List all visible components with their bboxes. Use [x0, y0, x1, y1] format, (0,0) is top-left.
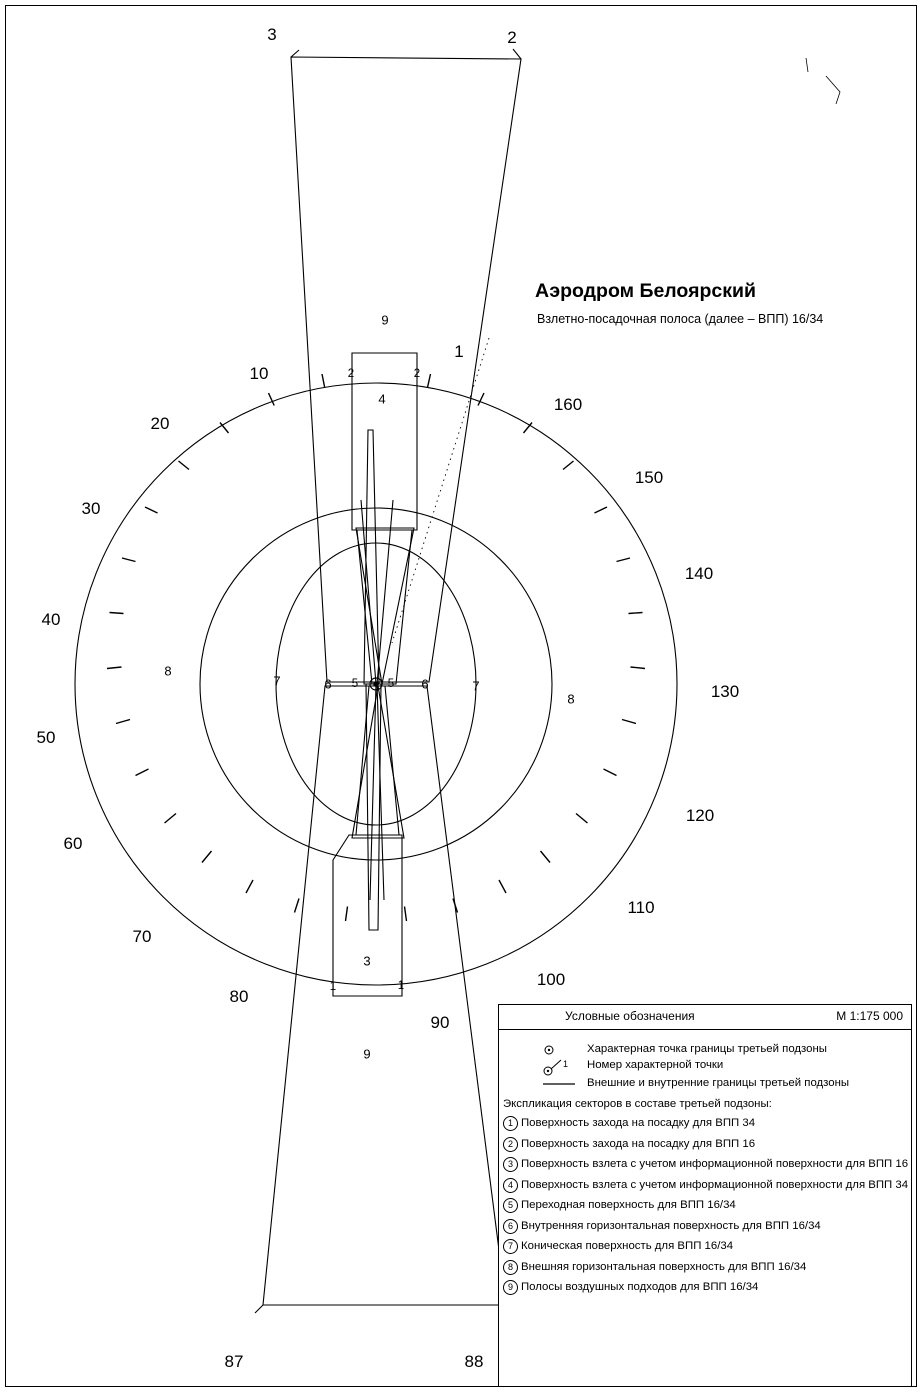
point-label-1-south-right: 1: [397, 980, 405, 992]
explication-item-3: [499, 1157, 911, 1172]
azimuth-label-50: 50: [36, 728, 56, 747]
circle-number-5: 5: [503, 1198, 518, 1213]
azimuth-label-80: 80: [229, 987, 249, 1006]
transitional-surface-south: [366, 684, 381, 930]
sector-label-4: 4: [378, 391, 386, 407]
point-label-1-north: 1: [454, 342, 464, 361]
azimuth-label-130: 130: [710, 682, 740, 701]
explication-item-2: [499, 1137, 911, 1152]
sector-label-7-left: 7: [273, 673, 281, 689]
callout-leader-line: [392, 338, 489, 643]
point-label-88: 88: [464, 1352, 484, 1371]
circle-number-7: 7: [503, 1239, 518, 1254]
explication-text-7: Коническая поверхность для ВПП 16/34: [521, 1240, 734, 1252]
sector-label-5-right: 5: [387, 678, 395, 690]
circle-number-8: 8: [503, 1260, 518, 1275]
explication-text-6: Внутренняя горизонтальная поверхность для ВПП 16/34: [521, 1219, 821, 1232]
azimuth-label-160: 160: [553, 395, 583, 414]
point-label-2-north-right: 2: [413, 368, 421, 380]
legend-row-point: [499, 1042, 911, 1057]
azimuth-label-40: 40: [41, 610, 61, 629]
azimuth-label-150: 150: [634, 468, 664, 487]
explication-text-8: Внешняя горизонтальная поверхность для ВПП 16/34: [521, 1260, 807, 1273]
page-title: Аэродром Белоярский: [535, 280, 756, 302]
transitional-surface-north: [364, 430, 379, 684]
explication-text-1: Поверхность захода на посадку для ВПП 34: [521, 1117, 756, 1129]
runway-axis-left: [361, 500, 376, 900]
sector-label-8-right: 8: [567, 691, 575, 707]
point-label-87: 87: [224, 1352, 244, 1371]
svg-text:1: 1: [563, 1059, 569, 1069]
point-label-2-north-left: 2: [347, 368, 355, 380]
explication-text-9: Полосы воздушных подходов для ВПП 16/34: [521, 1281, 759, 1293]
explication-item-6: [499, 1219, 911, 1234]
azimuth-label-60: 60: [63, 834, 83, 853]
azimuth-label-30: 30: [81, 499, 101, 518]
north-strip-tick-right: [513, 49, 521, 59]
explication-item-4: [499, 1178, 911, 1193]
azimuth-label-100: 100: [536, 970, 566, 989]
azimuth-label-120: 120: [685, 806, 715, 825]
explication-text-3: Поверхность взлета с учетом информационной поверхности для ВПП 16: [521, 1158, 909, 1170]
legend-boundary-text: Внешние и внутренние границы третьей подзоны: [587, 1077, 850, 1089]
characteristic-point-icon: [541, 1042, 585, 1058]
north-strip-tick-left: [291, 50, 299, 57]
legend-title: Условные обозначения: [565, 1009, 695, 1023]
azimuth-label-140: 140: [684, 564, 714, 583]
legend-body: [499, 1042, 911, 1295]
point-label-1-south-left: 1: [329, 981, 337, 993]
legend-scale: М 1:175 000: [836, 1009, 903, 1023]
legend-header: [499, 1005, 911, 1030]
circle-number-1: 1: [503, 1116, 518, 1131]
legend-number-text: Номер характерной точки: [587, 1059, 724, 1071]
stray-mark: [806, 58, 840, 104]
point-number-icon: [541, 1058, 585, 1074]
legend-point-text: Характерная точка границы третьей подзоны: [587, 1043, 827, 1055]
explication-text-2: Поверхность захода на посадку для ВПП 16: [521, 1137, 756, 1150]
azimuth-label-110: 110: [627, 898, 655, 917]
explication-item-9: [499, 1280, 911, 1295]
explication-text-5: Переходная поверхность для ВПП 16/34: [521, 1199, 736, 1211]
azimuth-label-20: 20: [150, 414, 170, 433]
sector-label-3: 3: [363, 953, 371, 969]
legend-row-boundary: [499, 1076, 911, 1091]
point-label-2-top: 2: [507, 28, 517, 47]
sector-label-7-right: 7: [472, 678, 480, 694]
boundary-line-icon: [541, 1076, 585, 1092]
explication-item-7: [499, 1239, 911, 1254]
south-strip-tick-left: [255, 1305, 263, 1313]
azimuth-label-90: 90: [430, 1013, 450, 1032]
explication-item-5: [499, 1198, 911, 1213]
sector-label-9-north: 9: [381, 312, 389, 328]
circle-number-6: 6: [503, 1219, 518, 1234]
circle-number-9: 9: [503, 1280, 518, 1295]
explication-item-1: [499, 1116, 911, 1131]
point-label-3-top: 3: [267, 25, 277, 44]
azimuth-label-70: 70: [132, 927, 152, 946]
legend-panel: [498, 1004, 912, 1387]
sector-label-6-right: 6: [421, 676, 429, 692]
circle-number-3: 3: [503, 1157, 518, 1172]
sector-label-9-south: 9: [363, 1046, 371, 1062]
circle-number-4: 4: [503, 1178, 518, 1193]
sector-label-8-left: 8: [164, 663, 172, 679]
explication-text-4: Поверхность взлета с учетом информационной поверхности для ВПП 34: [521, 1178, 909, 1191]
legend-row-number: [499, 1058, 911, 1073]
explication-item-8: [499, 1260, 911, 1275]
sector-label-5-left: 5: [351, 678, 359, 690]
azimuth-label-10: 10: [249, 364, 269, 383]
circle-number-2: 2: [503, 1137, 518, 1152]
page-subtitle: Взлетно-посадочная полоса (далее – ВПП) 16/34: [537, 312, 824, 326]
sector-label-6-left: 6: [324, 676, 332, 692]
explication-header: Экспликация секторов в составе третьей подзоны:: [503, 1098, 772, 1110]
